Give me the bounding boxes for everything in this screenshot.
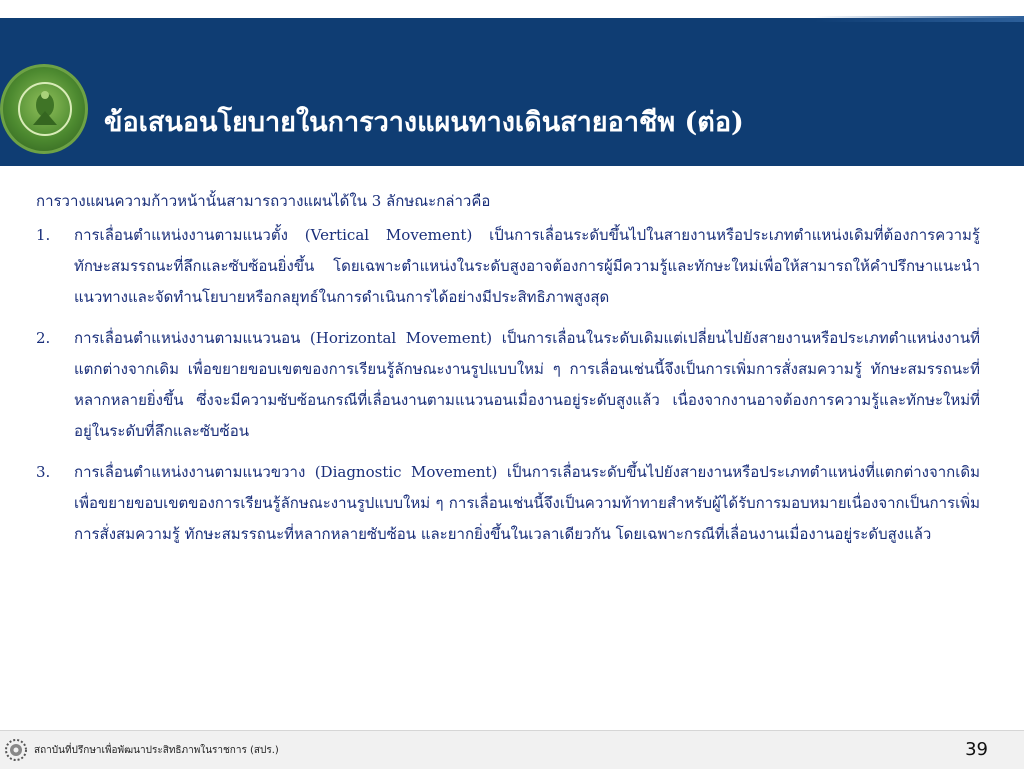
list-item [36,457,980,550]
slide-header [0,18,1024,166]
list-item-number: 1. [36,226,51,244]
green-round-emblem-icon [0,64,88,154]
list-item-number: 2. [36,329,51,347]
header-accent-line [814,16,1024,22]
slide-body [36,186,980,560]
slide-footer [0,730,1024,769]
slide-title: ข้อเสนอนโยบายในการวางแผนทางเดินสายอาชีพ (ต่อ) [104,107,744,138]
footer-organization: สถาบันที่ปรึกษาเพื่อพัฒนาประสิทธิภาพในราชการ (สปร.) [34,745,279,756]
page-number: 39 [965,739,988,760]
list-item-text: การเลื่อนตำแหน่งงานตามแนวขวาง (Diagnostic Movement) เป็นการเลื่อนระดับขึ้นไปยังสายงานหรือประเภทตำแหน่งที่แตกต่างจากเดิม เพื่อขยายขอบเขตของการเรียนรู้ลักษณะงานรูปแบบใหม่ ๆ การเลื่อนเช่นนี้จึงเป็นความท้าทายสำหรับผู้ได้รับการมอบหมายเนื่องจากเป็นการเพิ่มการสั่งสมความรู้ ทักษะสมรรถนะที่หลากหลายซับซ้อน และยากยิ่งขึ้นในเวลาเดียวกัน โดยเฉพาะกรณีที่เลื่อนงานเมื่องานอยู่ระดับสูงแล้ว [74,463,980,543]
list-item [36,323,980,447]
list-item-number: 3. [36,463,51,481]
intro-text: การวางแผนความก้าวหน้านั้นสามารถวางแผนได้ใน 3 ลักษณะกล่าวคือ [36,192,491,210]
list-item-text: การเลื่อนตำแหน่งงานตามแนวนอน (Horizontal Movement) เป็นการเลื่อนในระดับเดิมแต่เปลี่ยนไปยังสายงานหรือประเภทตำแหน่งงานที่แตกต่างจากเดิม เพื่อขยายขอบเขตของการเรียนรู้ลักษณะงานรูปแบบใหม่ ๆ การเลื่อนเช่นนี้จึงเป็นการเพิ่มการสั่งสมความรู้ ทักษะสมรรถนะที่หลากหลายยิ่งขึ้น ซึ่งจะมีความซับซ้อนกรณีที่เลื่อนงานตามแนวนอนเมื่องานอยู่ระดับสูงแล้ว เนื่องจากงานอาจต้องการความรู้และทักษะใหม่ที่อยู่ในระดับที่ลึกและซับซ้อน [74,329,980,440]
list-item [36,220,980,313]
movement-list [36,220,980,550]
list-item-text: การเลื่อนตำแหน่งงานตามแนวตั้ง (Vertical Movement) เป็นการเลื่อนระดับขึ้นไปในสายงานหรือประเภทตำแหน่งเดิมที่ต้องการความรู้ ทักษะสมรรถนะที่ลึกและซับซ้อนยิ่งขึ้น โดยเฉพาะตำแหน่งในระดับสูงอาจต้องการผู้มีความรู้และทักษะใหม่เพื่อให้สามารถให้คำปรึกษาแนะนำแนวทางและจัดทำนโยบายหรือกลยุทธ์ในการดำเนินการได้อย่างมีประสิทธิภาพสูงสุด [74,226,980,306]
gear-seal-icon [4,738,28,766]
